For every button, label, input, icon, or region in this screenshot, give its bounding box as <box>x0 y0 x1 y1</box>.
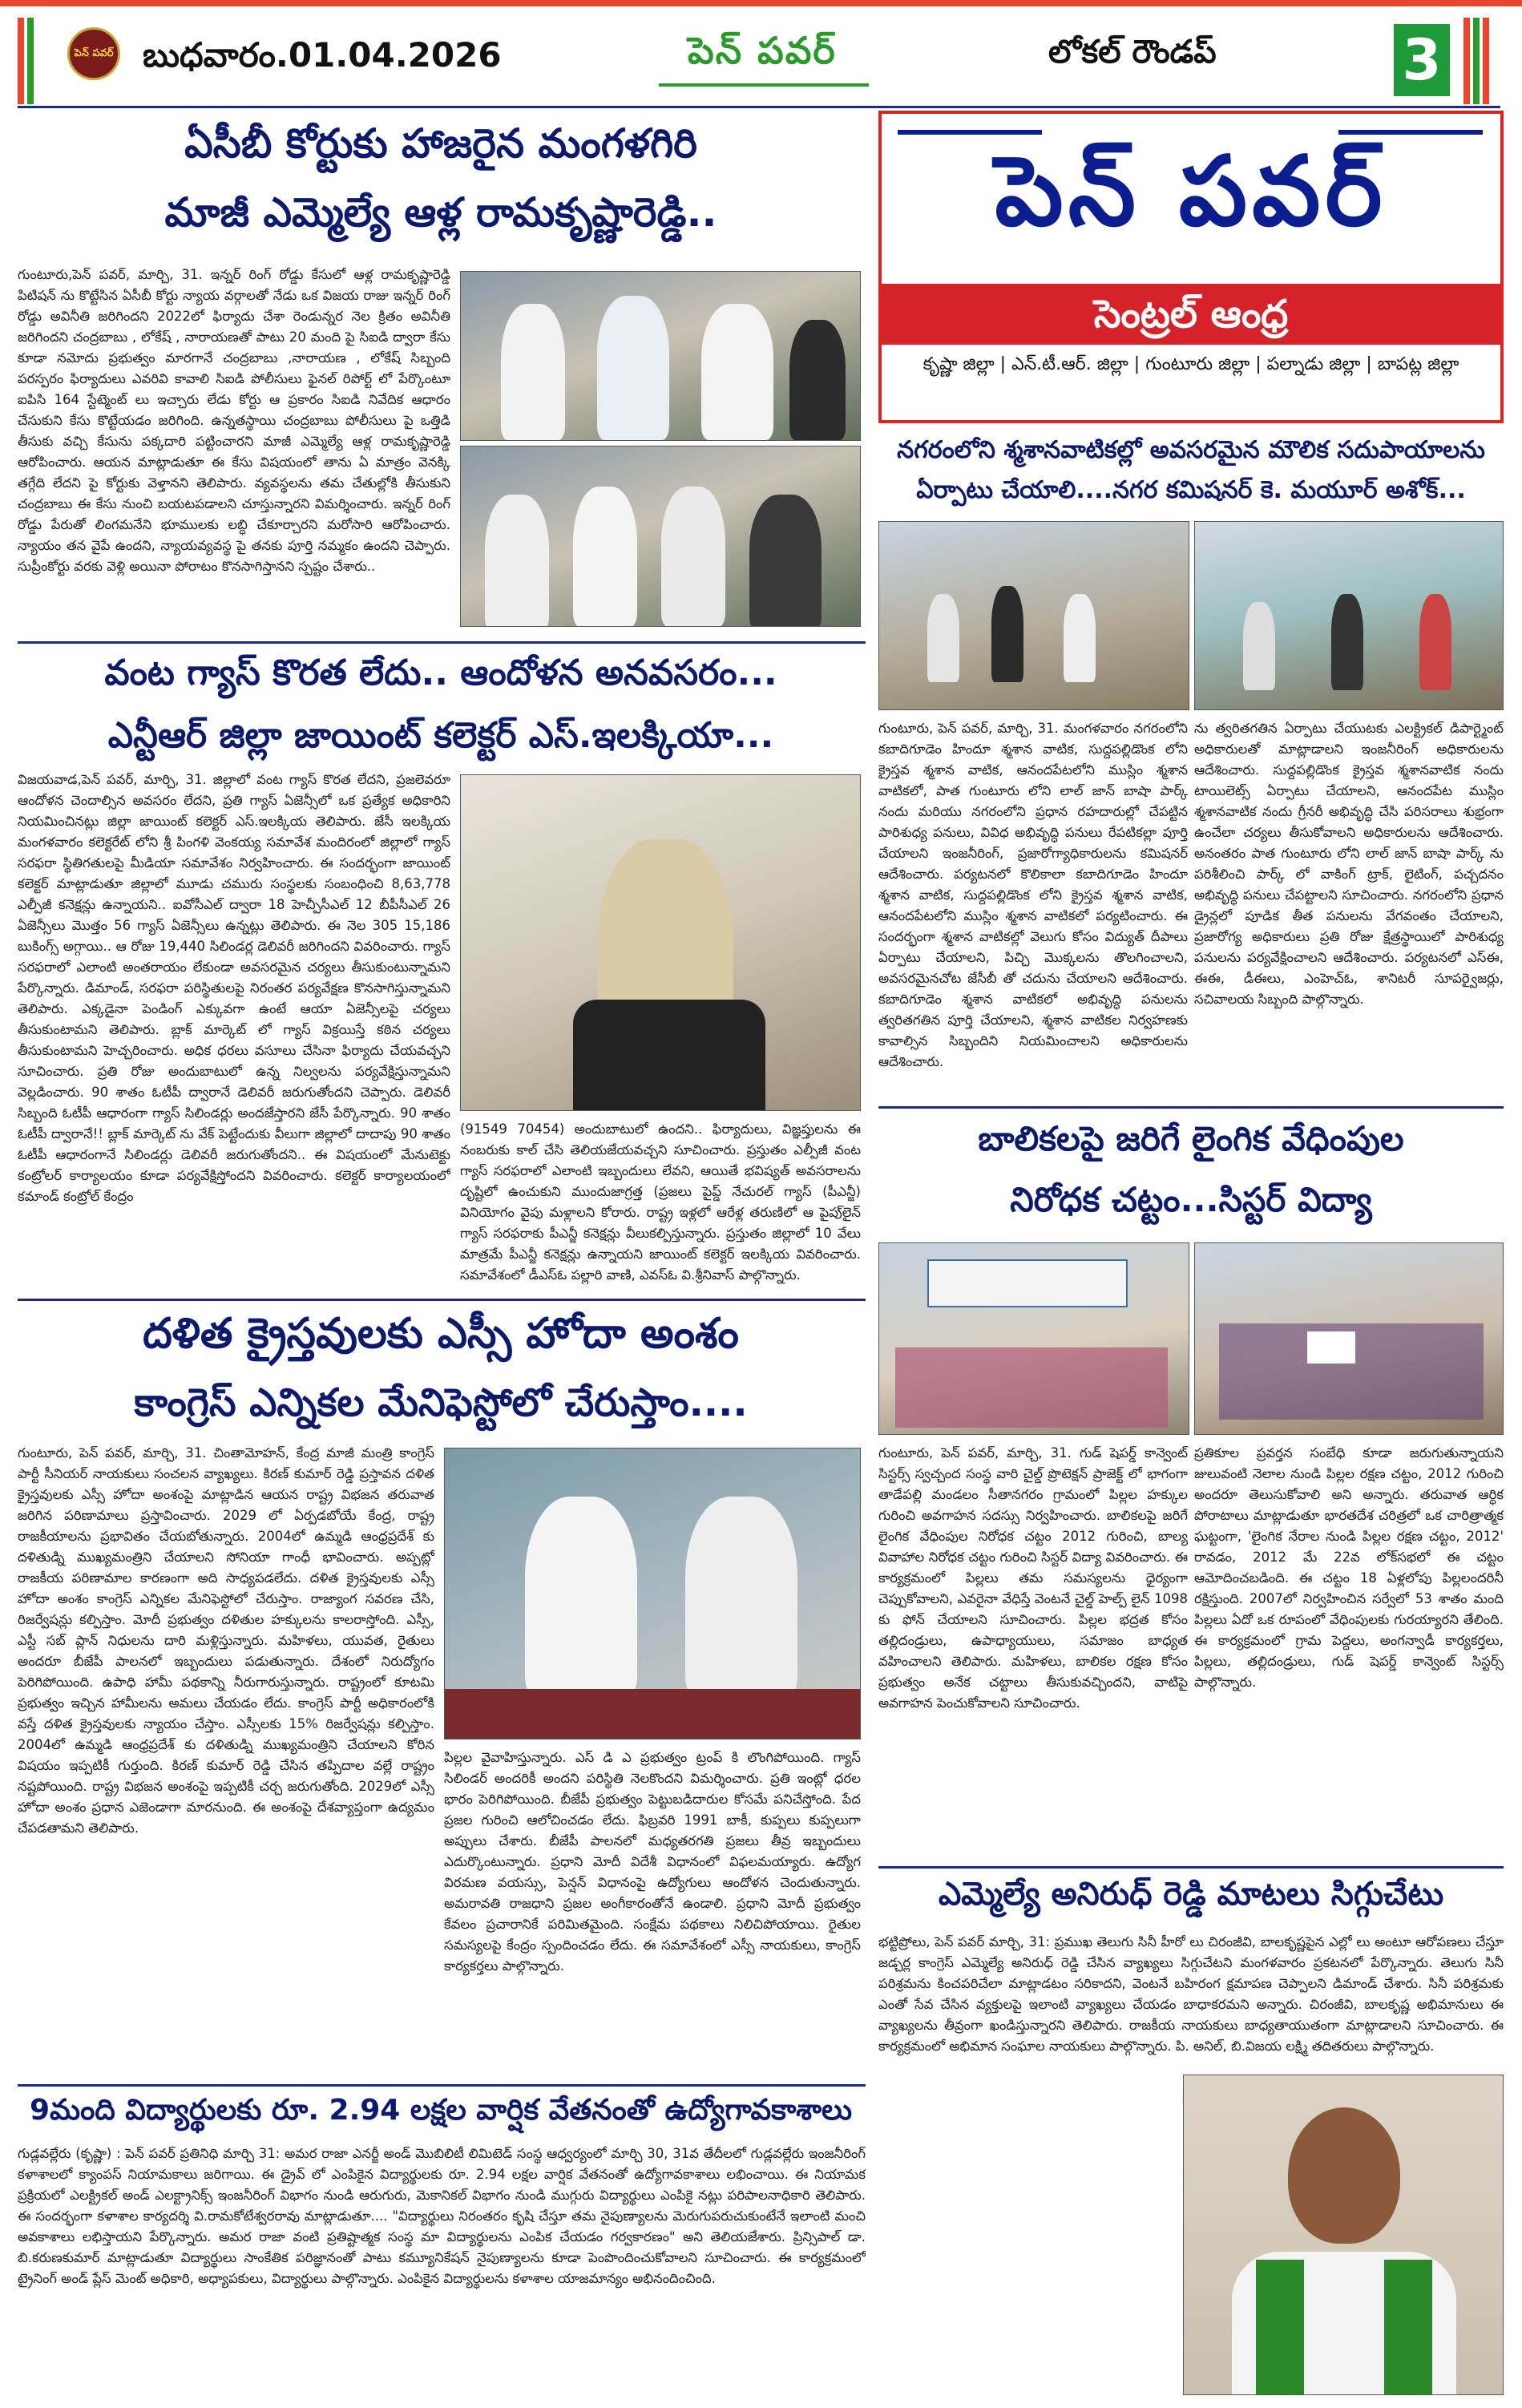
dalit-body-left: గుంటూరు, పెన్ పవర్, మార్చి, 31. చింతామోహన్, కేంద్ర మాజీ మంత్రి కాంగ్రెస్ పార్టీ సీనియర్ నాయకులు సంచలన వ్యాఖ్యలు. కిరణ్ కుమార్ రెడ్డి ప్రస్తావన దళిత క్రైస్తవులకు ఎస్సీ హోదా అంశంపై మాట్లాడిన ఆయన రాష్ట్ర విభజన తరువాత జరిగిన పరిణామాలు ప్రస్తావించారు. 2029 లో ఏర్పడబోయే కేంద్ర, రాష్ట్ర రాజకీయాలను ప్రభావితం చేయబోతున్నారు. 2004లో ఉమ్మడి ఆంధ్రప్రదేశ్ కు దళితుడ్ని ముఖ్యమంత్రిని చేయాలని సోనియా గాంధీ భావించారు. అప్పట్లో రాజకీయ పరిణామాల కారణంగా అది సాధ్యపడలేదు. దళిత క్రైస్తవులకు ఎస్సీ హోదా అంశం కాంగ్రెస్ ఎన్నికల మేనిఫెస్టోలో చేరుస్తాం. రాజ్యాంగ సవరణ చేసి, రిజర్వేషన్లు కల్పిస్తాం. మోదీ ప్రభుత్వం దళితుల హక్కులను కాలరాస్తోంది. ఎస్సీ, ఎస్టీ సబ్ ప్లాన్ నిధులను దారి మళ్లిస్తున్నారు. మహిళలు, యువత, రైతులు అందరూ బీజేపీ పాలనలో ఇబ్బందులు పడుతున్నారు. దేశంలో నిరుద్యోగం పెరిగిపోయింది. ఉపాధి హామీ పథకాన్ని నీరుగారుస్తున్నారు. రాష్ట్రంలో కూటమి ప్రభుత్వం ఇచ్చిన హామీలను అమలు చేయడం లేదు. కాంగ్రెస్ పార్టీ అధికారంలోకి వస్తే దళిత క్రైస్తవులకు న్యాయం చేస్తాం. ఎస్సీలకు 15% రిజర్వేషన్లు కల్పిస్తాం. 2004లో ఉమ్మడి ఆంధ్రప్రదేశ్ కు దళితుడ్ని ముఖ్యమంత్రిని చేయాలని కోరిన విషయం ఇప్పటికీ గుర్తుంది. కిరణ్ కుమార్ రెడ్డి చేసిన తప్పిదాల వల్లే రాష్ట్రం నష్టపోయింది. రాష్ట్ర విభజన అంశంపై ఇప్పటికీ చర్చ జరుగుతోంది. 2029లో ఎస్సీ హోదా అంశం ప్రధాన ఎజెండాగా మారనుంది. ఈ అంశంపై దేశవ్యాప్తంగా ఉద్యమం చేపడతామని తెలిపారు. <box>18 1445 434 1836</box>
gas-body-left: విజయవాడ,పెన్ పవర్, మార్చి, 31. జిల్లాలో వంట గ్యాస్ కొరత లేదని, ప్రజలెవరూ ఆందోళన చెందాల్సిన అవసరం లేదని, ప్రతి గ్యాస్ ఏజెన్సీలో ఒక ప్రత్యేక అధికారిని నియమించినట్లు జిల్లా జాయింట్ కలెక్టర్ ఎస్.ఇలక్కియ తెలిపారు. జేసీ ఇలక్కియ మంగళవారం కలెక్టరేట్ లోని శ్రీ పింగళి వెంకయ్య సమావేశ మందిరంలో జిల్లాలో గ్యాస్ సరఫరా స్థితిగతులపై మీడియా సమావేశం నిర్వహించారు. ఈ సందర్భంగా జాయింట్ కలెక్టర్ మాట్లాడుతూ జిల్లాలో మూడు చమురు సంస్థలకు సంబంధించి 8,63,778 ఎల్పీజీ కనెక్షన్లు ఉన్నాయని.. ఐవోసీఎల్ ద్వారా 18 హెచ్పీసీఎల్ 12 బీపీసీఎల్ 26 ఏజెన్సీలు మొత్తం 56 గ్యాస్ ఏజెన్సీలు ఉన్నట్లు తెలిపారు. ఈ నెల 305 15,186 బుకింగ్స్ అగ్గాయి.. ఆ రోజు 19,440 సిలిండర్ల డెలివరీ జరిగిందని వివరించారు. గ్యాస్ సరఫరాలో ఎలాంటి అంతరాయం లేకుండా అవసరమైన చర్యలు తీసుకుంటున్నామని పేర్కొన్నారు. డిమాండ్, సరఫరా పరిస్థితులపై నిరంతర పర్యవేక్షణ కొనసాగిస్తున్నామని తెలిపారు. ఎక్కడైనా పెండింగ్ ఎక్కువగా ఉంటే ఆయా ఏజెన్సీలపై చర్యలు తీసుకుంటామని తెలిపారు. బ్లాక్ మార్కెట్ లో గ్యాస్ విక్రయిస్తే కఠిన చర్యలు తీసుకుంటామని హెచ్చరించారు. అధిక ధరలు వసూలు చేసినా ఫిర్యాదు చేయవచ్చని సూచించారు. ప్రతి రోజు అందుబాటులో ఉన్న నిల్వలను పర్యవేక్షిస్తున్నామని వెల్లడించారు. 90 శాతం ఓటీపీ ద్వారానే డెలివరీ జరుగుతోందని చెప్పారు. డెలివరీ సిబ్బంది ఓటీపీ ఆధారంగా గ్యాస్ సిలిండర్లు అందజేస్తారని జేసీ పేర్కొన్నారు. 90 శాతం ఓటీపీ ద్వారానే!! బ్లాక్ మార్కెట్ ను వేక్ పెట్టేందుకు వీలుగా జిల్లాలో దాదాపు 90 శాతం ఓటీపీ ఆధారంగానే సిలిండర్లు డెలివరీ జరుగుతోందని.. ఈ విషయంలో మేనుటెక్టు కంట్రోలర్ కార్యాలయం కూడా పర్యవేక్షిస్తోందని వివరించారు. కలెక్టర్ కార్యాలయంలో కమాండ్ కంట్రోల్ కేంద్రం <box>18 772 450 1204</box>
sister-headline-1: బాలికలపై జరిగే లైంగిక వేధింపుల <box>978 1119 1404 1158</box>
sister-body-right: ప్రతికూల ప్రవర్తన సంబేధి కూడా జరుగుతున్నాయని జులువంటి నెలాల నుండి పిల్లల రక్షణ చట్టం, 2012 గురించి అందరూ తెలుసుకోవాలి అని అన్నారు. తరువాత ఆర్ధిక పోరాటాలు మాట్లాడుతూ భారతదేశ చరిత్రలో ఒక చారిత్రాత్మక ఘట్టంగా, 'లైంగిక నేరాల నుండి పిల్లల రక్షణ చట్టం, 2012' రావడం, 2012 మే 22వ లోక్‌సభలో ఈ చట్టం ఆమోదించబడింది. ఈ చట్టం 18 ఏళ్లలోపు పిల్లలందరినీ రక్షిస్తుంది. 2007లో నిర్వహించిన సర్వేలో 53 శాతం మంది పిల్లలు ఏదో ఒక రూపంలో వేధింపులకు గురయ్యారని తేలింది. ఈ కార్యక్రమంలో గ్రామ పెద్దలు, అంగన్వాడీ కార్యకర్తలు, పిల్లలు, తల్లిదండ్రులు, గుడ్ షెపర్డ్ కాన్వెంట్ సిస్టర్స్ పాల్గొన్నారు. <box>1194 1445 1504 1690</box>
acb-photo-2 <box>460 446 861 627</box>
cemetery-body-left: గుంటూరు, పెన్ పవర్, మార్చి, 31. మంగళవారం నగరంలోని కబాదిగూడెం హిందూ శ్మశాన వాటిక, సుద్దపల్లిడొంక లోని క్రైస్తవ శ్మశాన వాటిక, ఆనందపేటలోని ముస్లిం శ్మశాన వాటికలో, పాత గుంటూరు లోని లాల్ జాన్ బాషా పార్క్ నందు మరియు నగరంలోని ప్రధాన రహదారుల్లో చేపట్టిన పారిశుధ్య పనులు, వివిధ అభివృద్ధి పనులు రేపటికల్లా పూర్తి చేయాలని ఇంజనీరింగ్, ప్రజారోగ్యాధికారులను కమిషనర్ ఆదేశించారు. పర్యటనలో కొలికాలా కబాదిగూడెం హిందూ శ్మశాన వాటిక, సుద్దపల్లిడొంక లోని క్రైస్తవ శ్మశాన వాటిక, ఆనందపేటలోని ముస్లిం శ్మశాన వాటికలో పర్యటించారు. ఈ సందర్భంగా శ్మశాన వాటికల్లో వెలుగు కోసం విద్యుత్ దీపాలు ఏర్పాటు చేయాలని, పిచ్చి మొక్కలను తొలగించాలని, అవసరమైనచోట జేసీబీ తో చదును చేయాలని ఆదేశించారు. కబాదిగూడెం శ్మశాన వాటికలో అభివృద్ధి పనులను త్వరితగతిన పూర్తి చేయాలని, శ్మశాన వాటికల నిర్వహణకు కావాల్సిన సిబ్బందిని నియమించాలని అధికారులను ఆదేశించారు. <box>878 721 1188 1069</box>
dalit-photo <box>444 1448 861 1739</box>
header-rule <box>18 106 1500 108</box>
masthead-underline <box>659 83 869 87</box>
acb-body: గుంటూరు,పెన్ పవర్, మార్చి, 31. ఇన్నర్ రింగ్ రోడ్డు కేసులో ఆళ్ల రామకృష్ణారెడ్డి పిటిషన్ ను కొట్టేసిన ఏసీబీ కోర్టు న్యాయ వర్గాలతో నేడు ఒక విజయ రాజు ఇన్నర్ రింగ్ రోడ్డు అవినీతి జరిగిందని 2022లో ఫిర్యాదు చేశా రెండున్నర నెల క్రితం అవినీతి జరిగిందని చంద్రబాబు , లోకేష్ , నారాయణతో పాటు 20 మంది పై సిఐడి ద్వారా కేసు కూడా నమోదు ప్రభుత్వం మారగానే చంద్రబాబు ,నారాయణ , లోకేష్ సిబ్బంది పరస్పరం ఫిర్యాదులు ఎవరివి కావాలి సిఐడి పోలీసులు ఫైనల్ రిపోర్ట్ లో పేర్కొంటూ ఐపిసి 164 స్టేట్మెంట్ లు ఇచ్చారు లేడు కోర్టు ఆ ప్రకారం సిఐడి నివేదిక ఆధారం చేసుకుని కేసు కొట్టేయడం జరిగింది. ఉన్నతస్థాయి చంద్రబాబు పోలీసులు పై ఒత్తిడి తీసుకు వచ్చి కేసును పక్కదారి పట్టించారని మాజీ ఎమ్మెల్యే ఆళ్ల రామకృష్ణారెడ్డి ఆరోపించారు. ఆయన మాట్లాడుతూ ఈ కేసు విషయంలో తాను ఏ మాత్రం వెనక్కి తగ్గేది లేదని పై కోర్టుకు వెళ్తానని తెలిపారు. వ్యవస్థలను తమ చేతుల్లోకి తీసుకుని చంద్రబాబు ఈ కేసు నుంచి బయటపడాలని చూస్తున్నారని విమర్శించారు. ఇన్నర్ రింగ్ రోడ్డు పేరుతో లింగమనేని భూములకు లబ్ధి చేకూర్చారని మరోసారి ఆరోపించారు. న్యాయం తన వైపే ఉందని, న్యాయవ్యవస్థ పై తనకు పూర్తి నమ్మకం ఉందని చెప్పారు. సుప్రీంకోర్టు వరకు వెళ్లి అయినా పోరాటం కొనసాగిస్తానని స్పష్టం చేశారు.. <box>18 267 450 574</box>
students-body: గుడ్లవల్లేరు (కృష్ణా) : పెన్ పవర్ ప్రతినిధి మార్చి 31: అమర రాజా ఎనర్జీ అండ్ మొబిలిటీ లిమిటెడ్ సంస్థ ఆధ్వర్యంలో మార్చి 30, 31వ తేదీలలో గుడ్లవల్లేరు ఇంజనీరింగ్ కళాశాలలో క్యాంపస్ నియామకాలు జరిగాయి. ఈ డ్రైవ్ లో ఎంపికైన విద్యార్థులకు రూ. 2.94 లక్షల వార్షిక వేతనంతో ఉద్యోగావకాశాలు లభించాయి. ఈ నియామక ప్రక్రియలో ఎలక్ట్రికల్ అండ్ ఎలక్ట్రానిక్స్ ఇంజనీరింగ్ విభాగం నుండి ఆరుగురు, మెకానికల్ విభాగం నుండి ముగ్గురు విద్యార్థులు ఎంపికై నట్లు పరిపాలనాధికారి తెలిపారు. ఈ సందర్భంగా కళాశాల కార్యదర్శి వి.రామకోటేశ్వరరావు మాట్లాడుతూ.... "విద్యార్థులు నిరంతరం కృషి చేస్తూ తమ నైపుణ్యాలను మెరుగుపరుచుకుంటేనే ఇలాంటి మంచి అవకాశాలు లభిస్తాయని పేర్కొన్నారు. అమర రాజా వంటి ప్రతిష్టాత్మక సంస్థ మా విద్యార్థులను ఎంపిక చేయడం గర్వకారణం" అని తెలియజేశారు. ప్రిన్సిపాల్ డా. బి.కరుణకుమార్ మాట్లాడుతూ విద్యార్థులు సాంకేతిక పరిజ్ఞానంతో పాటు కమ్యూనికేషన్ నైపుణ్యాలను కూడా పెంపొందించుకోవాలని సూచించారు. ఈ కార్యక్రమంలో ట్రైనింగ్ అండ్ ప్లేస్ మెంట్ అధికారి, అధ్యాపకులు, విద్యార్థులు పాల్గొన్నారు. ఎంపికైన విద్యార్థులను కళాశాల యాజమాన్యం అభినందించింది. <box>18 2146 866 2286</box>
rule-2 <box>18 1299 866 1301</box>
acb-headline-2: మాజీ ఎమ్మెల్యే ఆళ్ల రామకృష్ణారెడ్డి.. <box>164 189 717 236</box>
header-stripe-left-1 <box>18 18 24 104</box>
gas-headline-1: వంట గ్యాస్ కొరత లేదు.. ఆందోళన అనవసరం... <box>104 653 777 693</box>
cemetery-headline-1: నగరంలోని శ్మశానవాటికల్లో అవసరమైన మౌలిక సదుపాయాలను <box>897 436 1485 464</box>
sister-headline-2: నిరోధక చట్టం...సిస్టర్ విద్యా <box>1010 1180 1372 1219</box>
top-red-bar <box>0 0 1522 6</box>
masthead-districts: కృష్ణా జిల్లా | ఎన్.టీ.ఆర్. జిల్లా | గుంటూరు జిల్లా | పల్నాడు జిల్లా | బాపట్ల జిల్లా <box>922 354 1459 374</box>
cemetery-headline-2: ఏర్పాటు చేయాలి....నగర కమిషనర్ కె. మయూర్ అశోక్... <box>916 476 1466 504</box>
gas-headline-2: ఎన్టీఆర్ జిల్లా జాయింట్ కలెక్టర్ ఎస్.ఇలక్కియా... <box>107 715 774 756</box>
sister-body-left: గుంటూరు, పెన్ పవర్, మార్చి, 31. గుడ్ షెపర్డ్ కాన్వెంట్ సిస్టర్స్ స్వచ్చంద సంస్థ వారి చైల్డ్ ప్రొటెక్షన్ ప్రాజెక్ట్ లో భాగంగా తాడేపల్లి మండలం సీతానగరం గ్రామంలో పిల్లల హక్కుల గురించి అవగాహన సదస్సు నిర్వహించారు. బాలికలపై జరిగే లైంగిక వేధింపుల నిరోధక చట్టం 2012 గురించి, బాల్య వివాహాల నిరోధక చట్టం గురించి సిస్టర్ విద్యా వివరించారు. ఈ కార్యక్రమంలో పిల్లలు తమ సమస్యలను ధైర్యంగా చెప్పుకోవాలని, ఎవరైనా వేధిస్తే వెంటనే చైల్డ్ హెల్ప్ లైన్ 1098 కు ఫోన్ చేయాలని సూచించారు. పిల్లల భద్రత కోసం తల్లిదండ్రులు, ఉపాధ్యాయులు, సమాజం బాధ్యత వహించాలని తెలిపారు. మహిళలు, బాలికల రక్షణ కోసం ప్రభుత్వం అనేక చట్టాలు తీసుకువచ్చిందని, వాటిపై అవగాహన పెంచుకోవాలని సూచించారు. <box>878 1445 1188 1711</box>
sister-photo-2 <box>1194 1242 1504 1435</box>
mla-body-top: భట్టిప్రోలు, పెన్ పవర్ మార్చి, 31: ప్రముఖ తెలుగు సినీ హీరో లు చిరంజీవి, బాలకృష్ణపైన ఎల్లో లు అంటూ ఆరోపణలు చేస్తూ జడ్చర్ల కాంగ్రెస్ ఎమ్మెల్యే అనిరుధ్ రెడ్డి చేసిన వ్యాఖ్యలు సిగ్గుచేటని మంగళవారం ప్రకటనలో పేర్కొన్నారు. తెలుగు సినీ పరిశ్రమను కించపరిచేలా మాట్లాడటం సరికాదని, వెంటనే బహిరంగ క్షమాపణ చెప్పాలని డిమాండ్ చేశారు. సినీ పరిశ్రమకు ఎంతో సేవ చేసిన వ్యక్తులపై ఇలాంటి వ్యాఖ్యలు చేయడం బాధాకరమని అన్నారు. చిరంజీవి, బాలకృష్ణ అభిమానులు ఈ వ్యాఖ్యలను తీవ్రంగా ఖండిస్తున్నారని తెలిపారు. రాజకీయ నాయకులు బాధ్యతాయుతంగా మాట్లాడాలని సూచించారు. ఈ కార్యక్రమంలో అభిమాన సంఘాల నాయకులు పాల్గొన్నారు. పి. అనిల్, బి.విజయ లక్ష్మి తదితరులు పాల్గొన్నారు. <box>878 1934 1504 2054</box>
page-number: 3 <box>1394 24 1450 96</box>
section-title: లోకల్ రౌండప్ <box>1048 34 1217 71</box>
pen-power-logo-icon: పెన్ పవర్ <box>67 27 120 80</box>
mla-photo <box>1183 2075 1504 2395</box>
header-stripe-right-2 <box>1473 18 1480 104</box>
pen-nib-left-icon <box>898 130 1042 135</box>
gas-body-right: (91549 70454) అందుబాటులో ఉందని.. ఫిర్యాదులు, విజ్ఞప్తులను ఈ నంబరుకు కాల్ చేసి తెలియజేయవచ్చని సూచించారు. ప్రస్తుతం ఎల్పీజీ వంట గ్యాస్ సరఫరాలో ఎలాంటి ఇబ్బందులు లేవని, ఆయితే భవిష్యత్ అవసరాలను దృష్టిలో ఉంచుకుని ముందుజాగ్రత్త (ప్రజలు పైప్డ్ నేచురల్ గ్యాస్ (పీఎన్జీ) వినియోగం వైపు మళ్లాలని కోరారు. రాష్ట్ర ఇళ్లలో ఆరేళ్ల తరుణిలో ఆ పైపు్లైన్ గ్యాస్ సరఫరాకు పీఎన్జీ కనెక్షన్లు వీలుకల్పిస్తున్నారు. ప్రస్తుతం జిల్లాలో 10 వేలు మాత్రమే పీఎన్జీ కనెక్షన్లు ఉన్నాయని జాయింట్ కలెక్టర్ ఇలక్కియ వివరించారు. సమావేశంలో డీఎస్ఓ పల్లారి వాణి, ఎవస్ఓ వి.శ్రీనివాస్ పాల్గొన్నారు. <box>460 1121 861 1283</box>
cemetery-photo-2 <box>1194 521 1504 710</box>
header-masthead: పెన్ పవర్ <box>688 29 837 72</box>
dalit-headline-1: దళిత క్రైస్తవులకు ఎస్సీ హోదా అంశం <box>143 1310 739 1358</box>
cemetery-body-right: ను త్వరితగతిన ఏర్పాటు చేయుటకు ఎలక్ట్రికల్ డిపార్ట్మెంట్ అధికారులతో మాట్లాడాలని ఇంజనీరింగ్ అధికారులను ఆదేశించారు. సుద్దపల్లిడొంక క్రైస్తవ శ్మశానవాటిక నందు టాయిలెట్స్ ఏర్పాటు చేయాలని, ఆనందపేట ముస్లిం శ్మశానవాటిక నందు గ్రీనరీ అభివృద్ధి చేసి పరిసరాలు శుభ్రంగా ఉంచేలా చర్యలు తీసుకోవాలని అధికారులను ఆదేశించారు. అనంతరం పాత గుంటూరు లోని లాల్ జాన్ బాషా పార్క్ ను పరిశీలించి పార్క్ లో వాకింగ్ ట్రాక్, లైటింగ్, పచ్చదనం అభివృద్ధి పనులు చేపట్టాలని సూచించారు. నగరంలోని ప్రధాన డ్రైన్లలో పూడిక తీత పనులను వేగవంతం చేయాలని, ప్రజారోగ్య అధికారులు ప్రతి రోజు క్షేత్రస్థాయిలో పారిశుధ్య పనులను పర్యవేక్షించాలని ఆదేశించారు. పర్యటనలో ఎస్ఈ, ఈఈ, డీఈలు, ఎంహెచ్ఓ, శానిటరీ సూపర్వైజర్లు, సచివాలయ సిబ్బంది పాల్గొన్నారు. <box>1194 721 1504 1007</box>
header-stripe-left-2 <box>27 18 34 104</box>
masthead-title: పెన్ పవర్ <box>995 136 1387 248</box>
dalit-body-right: పిల్లల వైవాహిస్తున్నారు. ఎస్ డి ఎ ప్రభుత్వం ట్రంప్ కి లొంగిపోయింది. గ్యాస్ సిలిండర్ అందరికీ అందని పరిస్థితి నెలకొందని విమర్శించారు. ప్రతి ఇంట్లో ధరల భారం పెరిగిపోయింది. బీజేపీ ప్రభుత్వం పెట్టుబడిదారుల కోసమే పనిచేస్తోంది. పేద ప్రజల గురించి ఆలోచించడం లేదు. ఫిబ్రవరి 1991 బాకీ, కుప్పలు కుప్పలుగా అప్పులు చేశారు. బీజేపీ పాలనలో మధ్యతరగతి ప్రజలు తీవ్ర ఇబ్బందులు ఎదుర్కొంటున్నారు. ప్రధాని మోదీ విదేశీ విధానంలో విఫలమయ్యారు. ఉద్యోగ విరమణ వయస్సు, పెన్షన్ విధానంపై ఉద్యోగులు ఆందోళన చెందుతున్నారు. అమరావతి రాజధాని ప్రజల అంగీకారంతోనే ఉండాలి. ప్రధాని మోదీ ప్రభుత్వం కేవలం ప్రచారానికే పరిమితమైంది. సంక్షేమ పథకాలు నిలిచిపోయాయి. రైతుల సమస్యలపై కేంద్రం స్పందించడం లేదు. ఈ సమావేశంలో ఎస్సీ నాయకులు, కాంగ్రెస్ కార్యకర్తలు పాల్గొన్నారు. <box>444 1750 861 1974</box>
rule-5 <box>878 1866 1504 1869</box>
rule-1 <box>18 641 866 644</box>
acb-photo-1 <box>460 271 861 441</box>
cemetery-photo-1 <box>878 521 1189 710</box>
sister-photo-1 <box>878 1242 1189 1435</box>
header-date: బుధవారం.01.04.2026 <box>143 35 502 75</box>
mla-headline: ఎమ్మెల్యే అనిరుధ్ రెడ్డి మాటలు సిగ్గుచేటు <box>938 1876 1444 1913</box>
masthead-region: సెంట్రల్ ఆంధ్ర <box>882 284 1500 345</box>
rule-4 <box>878 1106 1504 1109</box>
rule-3 <box>18 2084 866 2087</box>
header-stripe-right-3 <box>1483 18 1489 104</box>
acb-headline-1: ఏసీబీ కోర్టుకు హాజరైన మంగళగిరి <box>184 120 697 167</box>
header-stripe-right-1 <box>1463 18 1470 104</box>
gas-photo <box>460 774 861 1111</box>
students-headline: 9మంది విద్యార్థులకు రూ. 2.94 లక్షల వార్షిక వేతనంతో ఉద్యోగావకాశాలు <box>29 2094 853 2127</box>
masthead-box <box>878 111 1504 423</box>
pen-nib-right-icon <box>1338 130 1483 135</box>
dalit-headline-2: కాంగ్రెస్ ఎన్నికల మేనిఫెస్టోలో చేరుస్తాం.... <box>134 1380 748 1425</box>
